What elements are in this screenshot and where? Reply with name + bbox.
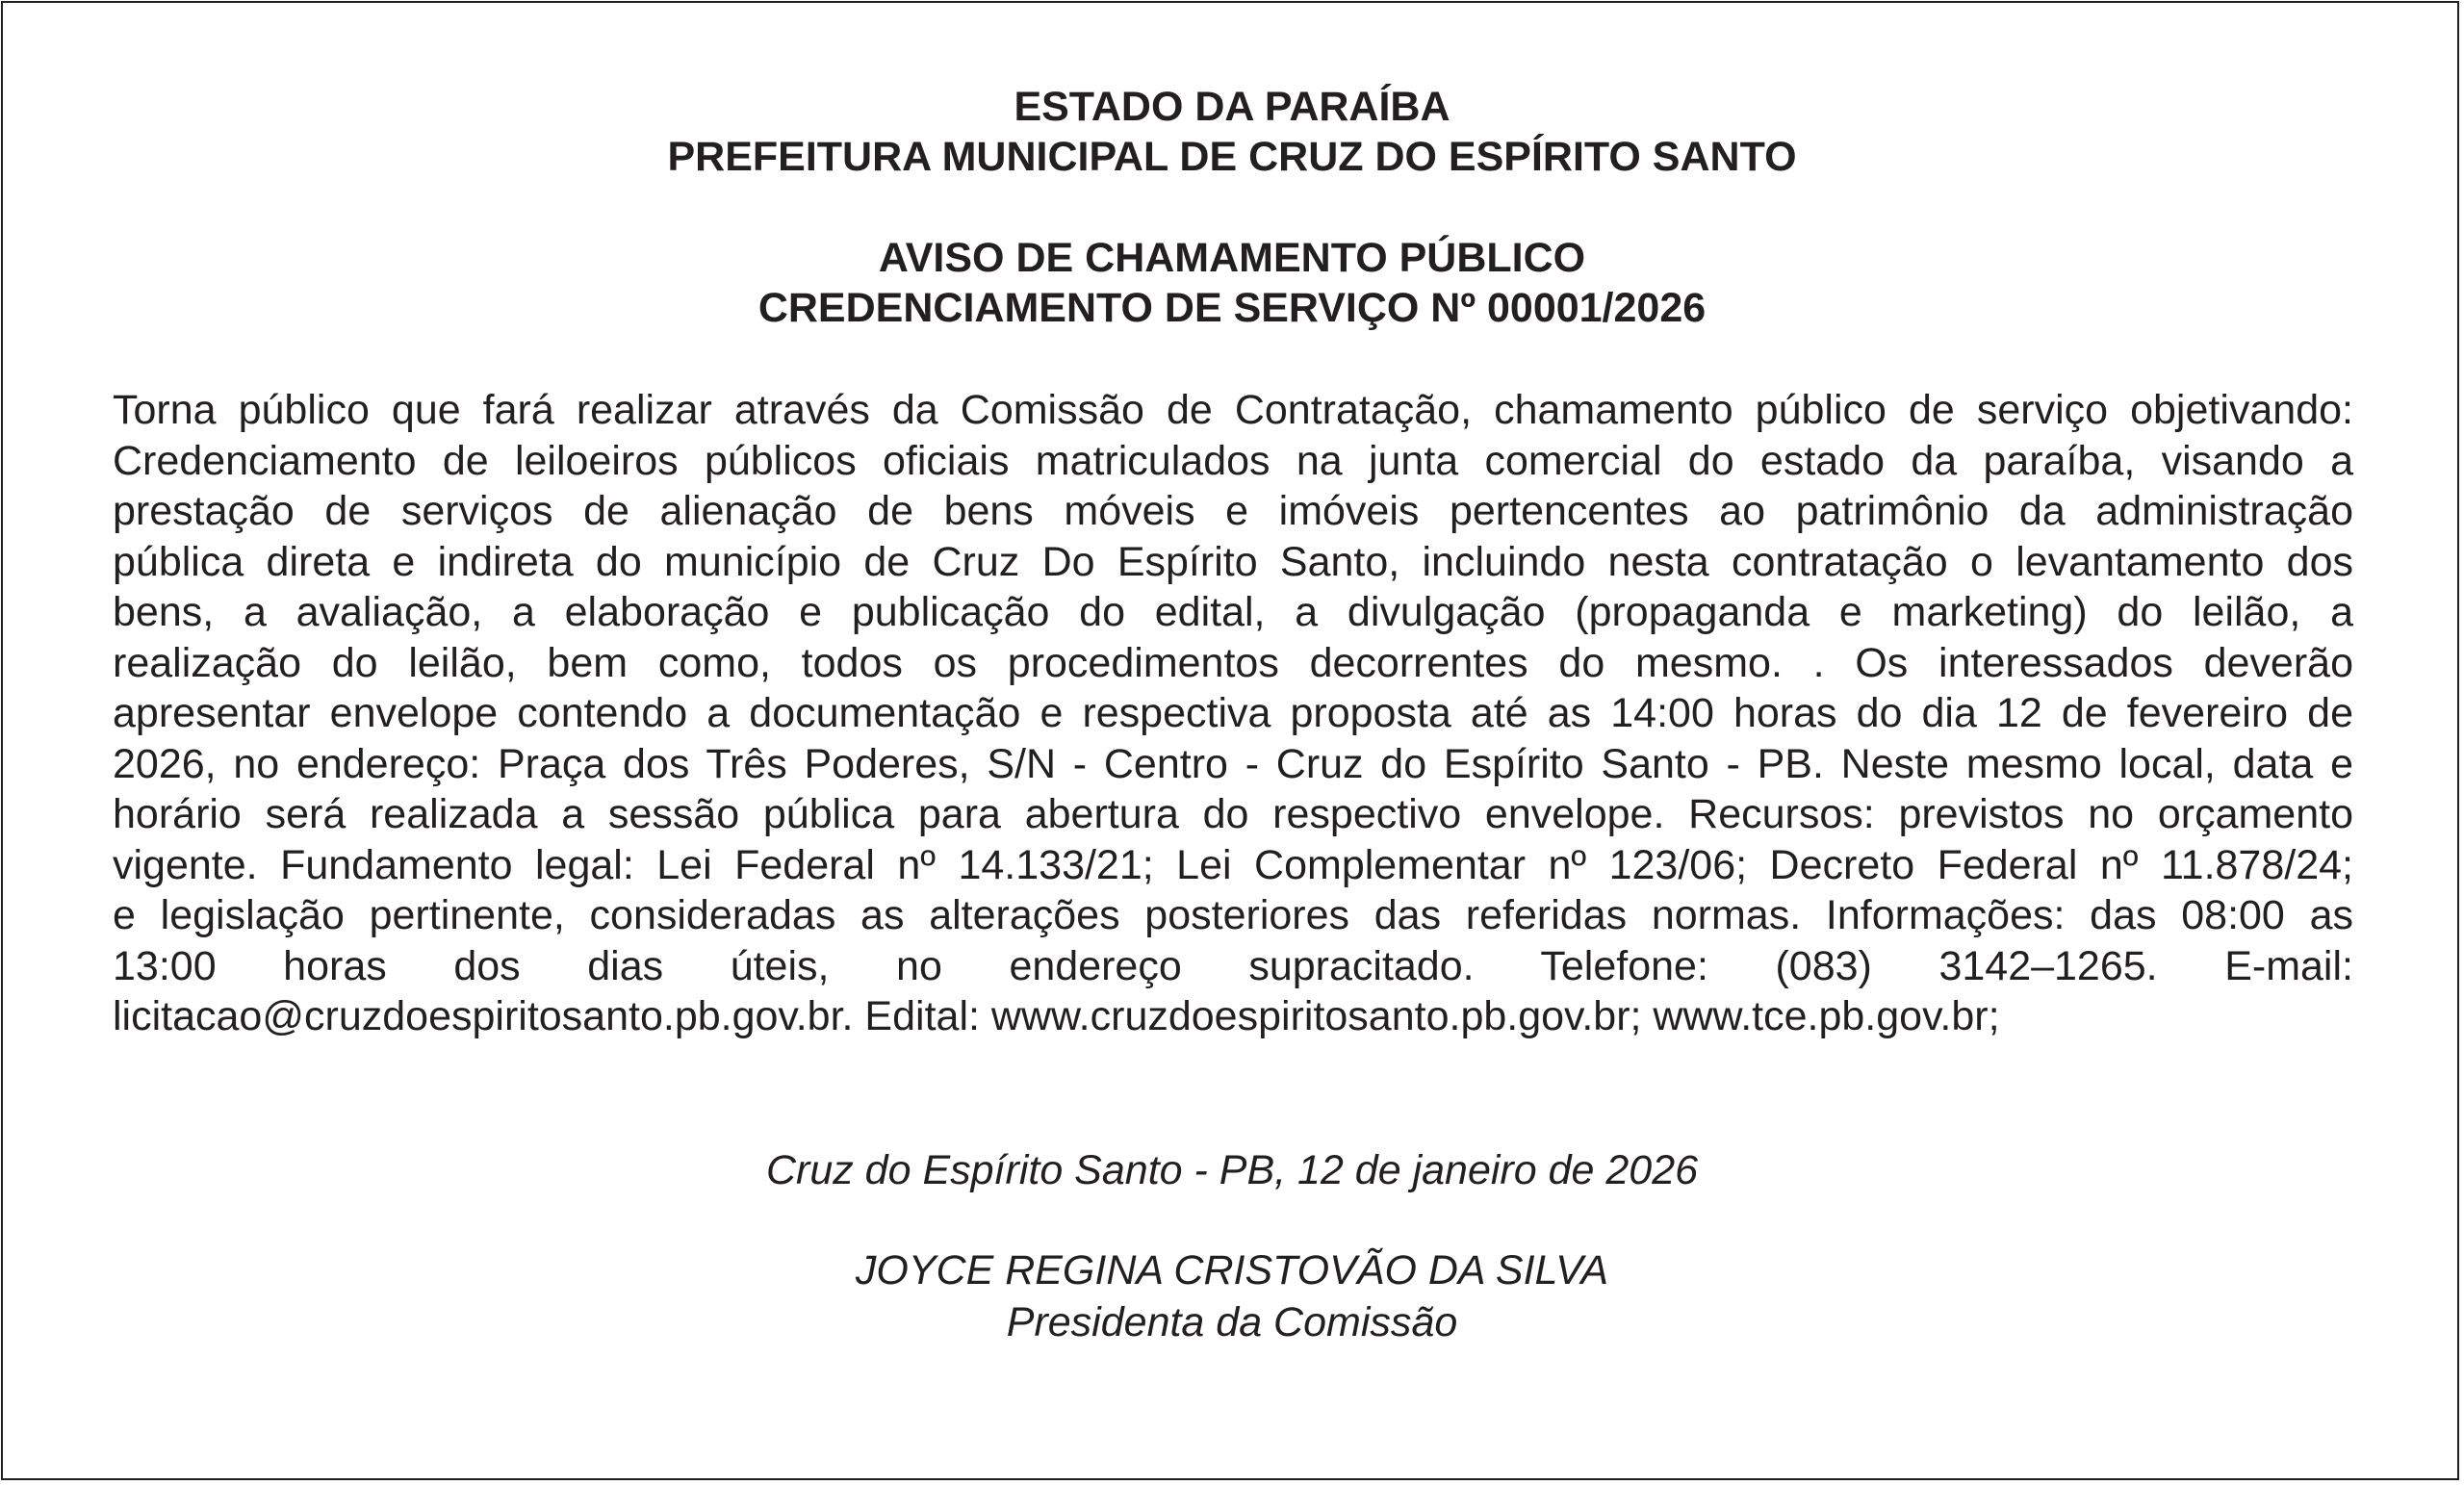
body-line: bens, a avaliação, a elaboração e publicação do edital, a divulgação (propaganda e marketing) do leilão, a xyxy=(113,589,2353,635)
body-line: horário será realizada a sessão pública para abertura do respectivo envelope. Recursos: previstos no orçamento xyxy=(113,791,2353,837)
body-line: e legislação pertinente, consideradas as alterações posteriores das referidas normas. Informações: das 08:00 as xyxy=(113,892,2353,938)
body-line: vigente. Fundamento legal: Lei Federal nº 14.133/21; Lei Complementar nº 123/06; Decreto Federal nº 11.878/24; xyxy=(113,841,2353,888)
body-line: 13:00 horas dos dias úteis, no endereço supracitado. Telefone: (083) 3142–1265. E-mail: xyxy=(113,942,2353,989)
issuer-office: PREFEITURA MUNICIPAL DE CRUZ DO ESPÍRITO SANTO xyxy=(667,134,1797,180)
body-line: pública direta e indireta do município de Cruz Do Espírito Santo, incluindo nesta contratação o levantamento dos xyxy=(113,538,2353,585)
body-line: Torna público que fará realizar através da Comissão de Contratação, chamamento público de serviço objetivando: xyxy=(113,387,2353,433)
place-and-date: Cruz do Espírito Santo - PB, 12 de janeiro de 2026 xyxy=(765,1147,1699,1193)
notice-body xyxy=(113,385,2353,1042)
body-line: 2026, no endereço: Praça dos Três Poderes, S/N - Centro - Cruz do Espírito Santo - PB. Neste mesmo local, data e xyxy=(113,740,2353,787)
body-line: prestação de serviços de alienação de bens móveis e imóveis pertencentes ao patrimônio da administração xyxy=(113,488,2353,534)
body-line: Credenciamento de leiloeiros públicos oficiais matriculados na junta comercial do estado da paraíba, visando a xyxy=(113,437,2353,484)
signer-name: JOYCE REGINA CRISTOVÃO DA SILVA xyxy=(855,1247,1609,1293)
notice-reference: CREDENCIAMENTO DE SERVIÇO Nº 00001/2026 xyxy=(757,285,1707,331)
body-line: realização do leilão, bem como, todos os procedimentos decorrentes do mesmo. . Os interessados deverão xyxy=(113,639,2353,686)
notice-title: AVISO DE CHAMAMENTO PÚBLICO xyxy=(878,235,1586,281)
signer-role: Presidenta da Comissão xyxy=(1006,1299,1458,1345)
body-line: apresentar envelope contendo a documentação e respectiva proposta até as 14:00 horas do dia 12 de fevereiro de xyxy=(113,690,2353,736)
issuer-state: ESTADO DA PARAÍBA xyxy=(1014,84,1450,130)
body-line: licitacao@cruzdoespiritosanto.pb.gov.br. Edital: www.cruzdoespiritosanto.pb.gov.br; www.tce.pb.gov.br; xyxy=(113,993,2000,1039)
